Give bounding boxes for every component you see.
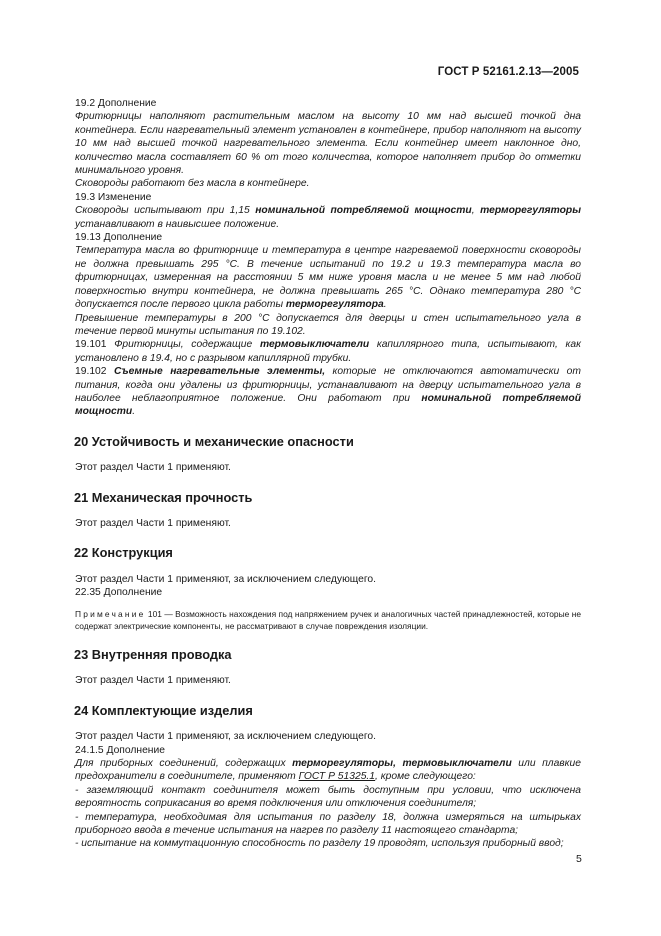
clause-24-1-5-paragraph: Для приборных соединений, содержащих терморегуляторы, термовыключатели или плавкие предохранители в соединителе, применяют ГОСТ Р 51325.1, кроме следующего:	[75, 758, 581, 783]
section-20-title: 20 Устойчивость и механические опасности	[74, 433, 354, 449]
section-20-text: Этот раздел Части 1 применяют.	[75, 462, 231, 474]
clause-19-102-paragraph: 19.102 Съемные нагревательные элементы, которые не отключаются автоматически от питания, когда они удалены из фритюрницы, устанавливают на дверцу испытательного угла в наиболее неблагоприятное положение. Они работают при номинальной потребляемой мощности.	[75, 366, 581, 418]
term-rated-power: номинальной потребляемой мощности	[255, 205, 472, 217]
clause-19-13-heading: 19.13 Дополнение	[75, 232, 163, 244]
term-thermal-cutouts: термовыключатели	[259, 339, 370, 351]
section-24-text: Этот раздел Части 1 применяют, за исключением следующего.	[75, 731, 377, 743]
clause-19-2-frying-pans: Сковороды работают без масла в контейнере.	[75, 178, 310, 190]
section-23-title: 23 Внутренняя проводка	[74, 647, 232, 662]
clause-19-3-paragraph: Сковороды испытывают при 1,15 номинальной потребляемой мощности, терморегуляторы устанавливают в наивысшее положение.	[75, 205, 581, 230]
section-21-text: Этот раздел Части 1 применяют.	[75, 517, 231, 529]
term-thermostats-cutouts: терморегуляторы, термовыключатели	[292, 758, 512, 770]
note-label: Примечание	[75, 608, 146, 619]
list-item-breaking-capacity: - испытание на коммутационную способность по разделу 19 проводят, используя приборный ввод;	[75, 838, 564, 850]
clause-19-3-heading: 19.3 Изменение	[75, 191, 152, 203]
list-item-temperature: - температура, необходимая для испытания по разделу 18, должна измеряться на штырьках приборного ввода в течение испытания на нагрев по разделу 11 настоящего стандарта;	[75, 811, 581, 837]
term-thermostat: терморегулятора	[285, 299, 384, 311]
clause-19-13-paragraph: Температура масла во фритюрнице и температура в центре нагреваемой поверхности сковороды не должна превышать 295 °С. В течение испытаний по 19.2 и 19.3 температура масла во фритюрницах, измеренная на расстоянии 5 мм ниже уровня масла и не менее 5 мм над любой поверхностью внутри контейнера, не должна превышать 265 °С. Однако температура 280 °С допускается после первого цикла работы терморегулятора.	[75, 245, 581, 311]
page-number: 5	[576, 853, 582, 865]
standard-reference-link[interactable]: ГОСТ Р 51325.1	[298, 771, 376, 783]
clause-19-2-heading: 19.2 Дополнение	[75, 98, 157, 109]
section-23-text: Этот раздел Части 1 применяют.	[75, 675, 231, 687]
term-thermostats: терморегуляторы	[480, 205, 581, 217]
section-22-text: Этот раздел Части 1 применяют, за исключением следующего.	[75, 573, 377, 585]
page-content	[75, 97, 581, 851]
document-code: ГОСТ Р 52161.2.13—2005	[437, 66, 579, 78]
section-22-title: 22 Конструкция	[74, 545, 173, 561]
section-24-title: 24 Комплектующие изделия	[74, 702, 253, 718]
section-21-title: 21 Механическая прочность	[74, 489, 253, 505]
clause-24-1-5-heading: 24.1.5 Дополнение	[75, 744, 165, 756]
clause-19-2-paragraph: Фритюрницы наполняют растительным маслом на высоту 10 мм над высшей точкой дна контейнера. Если нагревательный элемент установлен в контейнере, прибор наполняют на высоту 10 мм над высшей точкой нагревательного элемента. Если контейнер имеет наклонное дно, количество масла составляет 60 % от того количества, которое наполняет прибор до отметки минимального уровня.	[75, 111, 581, 177]
clause-19-101-paragraph: 19.101 Фритюрницы, содержащие термовыключатели капиллярного типа, испытывают, как установлено в 19.4, но с разрывом капиллярной трубки.	[75, 339, 582, 364]
clause-22-35-heading: 22.35 Дополнение	[75, 587, 163, 599]
term-removable-heating-elements: Съемные нагревательные элементы,	[113, 366, 326, 378]
term-rated-power-2: номинальной потребляемой мощности	[75, 392, 581, 418]
list-item-earthing-contact: - заземляющий контакт соединителя может быть доступным при условии, что исключена вероятность соприкасания во время подключения или отключения соединителя;	[75, 784, 581, 810]
note-101: Примечание 101 — Возможность нахождения под напряжением ручек и аналогичных частей принадлежностей, которые не содержат электрические компоненты, не рассматривают в случае повреждения изоляции.	[75, 608, 581, 631]
clause-19-13-temperature-rise: Превышение температуры в 200 °С допускается для дверцы и стен испытательного угла в течение первой минуты испытания по 19.102.	[75, 312, 581, 337]
